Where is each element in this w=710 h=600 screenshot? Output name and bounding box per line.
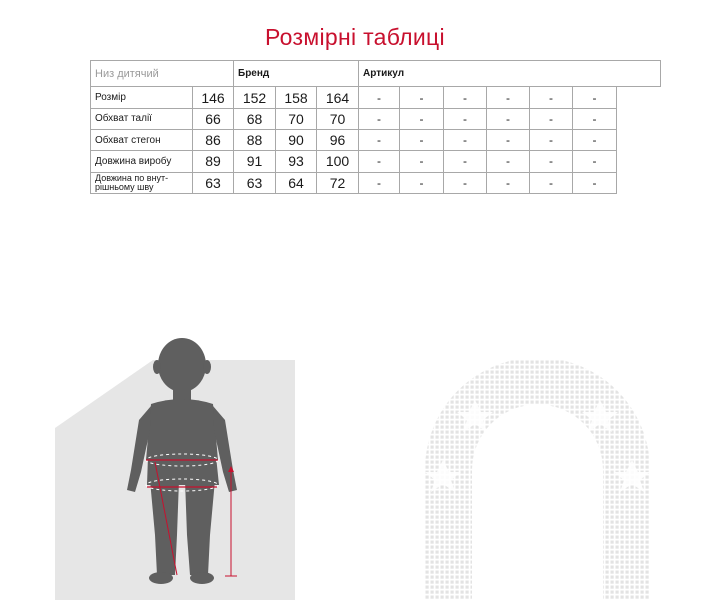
article-size-cell: - <box>487 130 530 151</box>
article-size-cell: - <box>444 151 487 172</box>
table-row <box>91 151 661 172</box>
brand-size-cell: 86 <box>193 130 234 151</box>
brand-size-cell: 158 <box>276 87 317 108</box>
table-header-row <box>91 61 661 87</box>
brand-size-cell: 100 <box>317 151 359 172</box>
decorative-ornament <box>415 360 660 600</box>
brand-size-cell: 70 <box>276 108 317 129</box>
article-size-cell: - <box>573 151 617 172</box>
row-label: Обхват талії <box>91 108 193 129</box>
article-size-cell: - <box>487 151 530 172</box>
page-title: Розмірні таблиці <box>265 24 445 50</box>
article-size-cell: - <box>573 172 617 193</box>
article-size-cell: - <box>487 108 530 129</box>
brand-size-cell: 89 <box>193 151 234 172</box>
brand-size-cell: 152 <box>234 87 276 108</box>
article-size-cell: - <box>530 130 573 151</box>
table-row <box>91 130 661 151</box>
article-size-cell: - <box>400 151 444 172</box>
article-size-cell: - <box>530 172 573 193</box>
article-size-cell: - <box>400 172 444 193</box>
category-header: Низ дитячий <box>91 61 234 87</box>
article-size-cell: - <box>530 108 573 129</box>
brand-size-cell: 64 <box>276 172 317 193</box>
brand-size-cell: 68 <box>234 108 276 129</box>
brand-size-cell: 72 <box>317 172 359 193</box>
article-size-cell: - <box>359 130 400 151</box>
brand-size-cell: 164 <box>317 87 359 108</box>
article-size-cell: - <box>359 172 400 193</box>
brand-size-cell: 90 <box>276 130 317 151</box>
article-size-cell: - <box>573 87 617 108</box>
brand-size-cell: 96 <box>317 130 359 151</box>
article-size-cell: - <box>400 87 444 108</box>
brand-size-cell: 63 <box>193 172 234 193</box>
article-size-cell: - <box>359 87 400 108</box>
brand-size-cell: 88 <box>234 130 276 151</box>
article-size-cell: - <box>400 130 444 151</box>
article-size-cell: - <box>487 87 530 108</box>
brand-size-cell: 66 <box>193 108 234 129</box>
row-label: Довжина виробу <box>91 151 193 172</box>
arch-pattern <box>415 360 660 600</box>
article-size-cell: - <box>444 87 487 108</box>
article-size-cell: - <box>400 108 444 129</box>
article-size-cell: - <box>487 172 530 193</box>
article-header: Артикул <box>359 61 661 87</box>
article-size-cell: - <box>444 108 487 129</box>
article-size-cell: - <box>530 87 573 108</box>
row-label-line: рішньому шву <box>95 181 154 192</box>
table-row <box>91 108 661 129</box>
article-size-cell: - <box>359 151 400 172</box>
row-label <box>91 172 193 193</box>
brand-size-cell: 91 <box>234 151 276 172</box>
article-size-cell: - <box>573 130 617 151</box>
table-row <box>91 172 661 193</box>
row-label: Обхват стегон <box>91 130 193 151</box>
brand-header: Бренд <box>234 61 359 87</box>
article-size-cell: - <box>573 108 617 129</box>
row-label-line: Довжина по внут- <box>95 172 169 183</box>
table-row <box>91 87 661 108</box>
article-size-cell: - <box>444 172 487 193</box>
brand-size-cell: 63 <box>234 172 276 193</box>
brand-size-cell: 70 <box>317 108 359 129</box>
brand-size-cell: 93 <box>276 151 317 172</box>
size-table <box>90 60 661 194</box>
article-size-cell: - <box>359 108 400 129</box>
row-label: Розмір <box>91 87 193 108</box>
article-size-cell: - <box>530 151 573 172</box>
article-size-cell: - <box>444 130 487 151</box>
child-measurement-illustration <box>55 320 295 600</box>
brand-size-cell: 146 <box>193 87 234 108</box>
